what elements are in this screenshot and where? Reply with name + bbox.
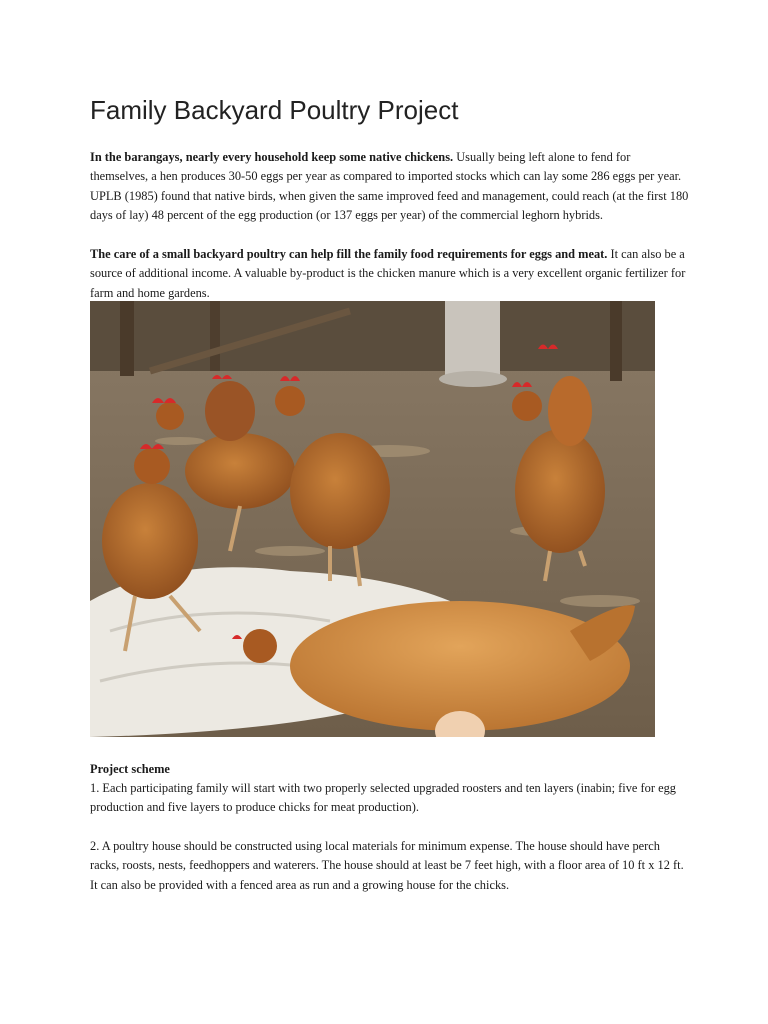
scheme-item-1: 1. Each participating family will start with two properly selected upgraded roosters and ten layers (inabin; five for egg production and five layers to produce chicks for meat production).	[90, 781, 676, 815]
intro-paragraph-2	[90, 245, 690, 303]
project-scheme-heading: Project scheme	[90, 762, 170, 776]
intro-paragraph-2-lead: The care of a small backyard poultry can help fill the family food requirements for eggs and meat.	[90, 247, 608, 261]
intro-paragraph-2-body: It can also be a source of additional income. A valuable by-product is the chicken manure which is a very excellent organic fertilizer for farm and home gardens.	[90, 247, 686, 300]
scheme-item-2: 2. A poultry house should be constructed using local materials for minimum expense. The house should have perch racks, roosts, nests, feedhoppers and waterers. The house should at least be 7 feet high, with a floor area of 10 ft x 12 ft. It can also be provided with a fenced area as run and a growing house for the chicks.	[90, 839, 684, 892]
intro-paragraph-1-lead: In the barangays, nearly every household keep some native chickens.	[90, 150, 454, 164]
page-title: Family Backyard Poultry Project	[90, 95, 459, 125]
intro-paragraph-1-body: Usually being left alone to fend for themselves, a hen produces 30-50 eggs per year as compared to imported stocks which can lay some 286 eggs per year. UPLB (1985) found that native birds, when given the same improved feed and management, could reach (at the first 180 days of lay) 48 percent of the egg production (or 137 eggs per year) of the commercial leghorn hybrids.	[90, 150, 689, 223]
intro-paragraph-1	[90, 148, 690, 226]
chickens-photo	[90, 301, 655, 737]
